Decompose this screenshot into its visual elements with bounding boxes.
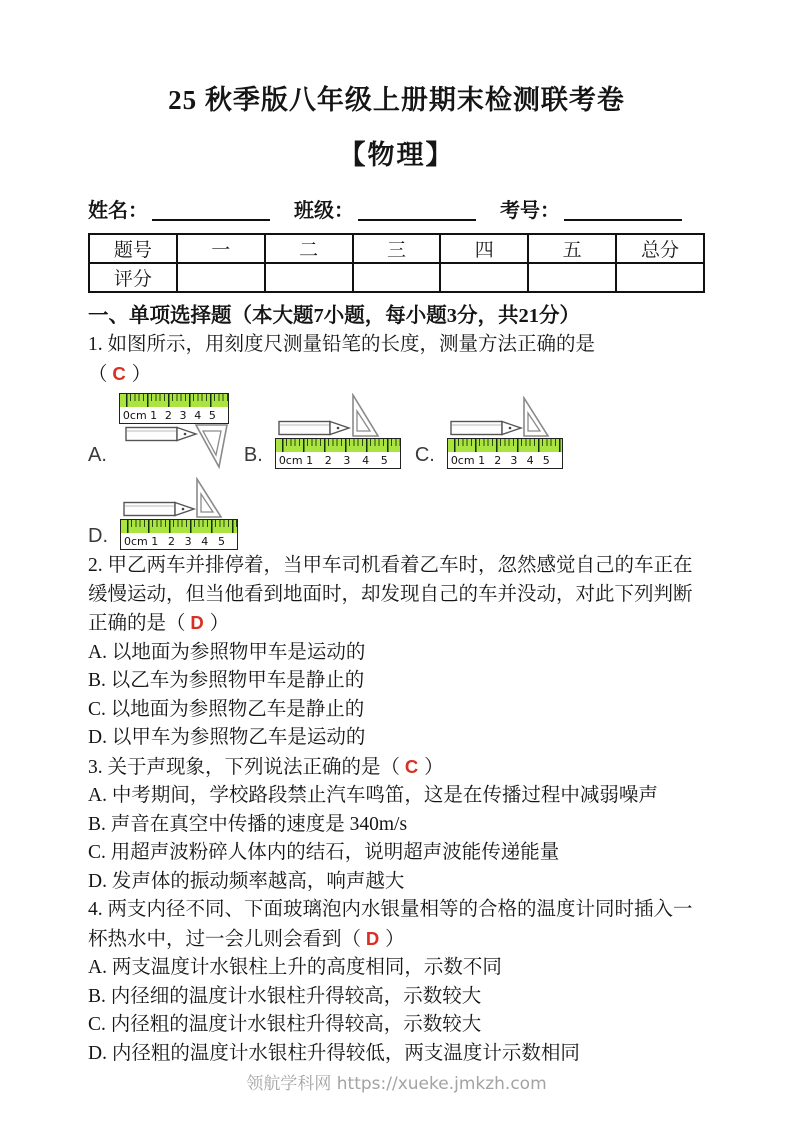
figure-label-b: B. (243, 444, 263, 466)
answer-close-paren: ） (419, 756, 444, 778)
student-info-line (88, 194, 705, 223)
score-empty-cell (616, 263, 704, 292)
score-empty-cell (440, 263, 528, 292)
score-empty-cell (265, 263, 353, 292)
question-4-option-b: B. 内径细的温度计水银柱升得较高，示数较大 (88, 985, 482, 1007)
question-3-option-d: D. 发声体的振动频率越高，响声越大 (88, 870, 405, 892)
name-blank[interactable] (152, 197, 270, 221)
ruler-scale: 0cm 1 2 3 4 5 (124, 535, 225, 548)
pencil-icon (450, 418, 524, 438)
score-table (88, 233, 705, 293)
question-2-option-b: B. 以乙车为参照物甲车是静止的 (88, 670, 365, 691)
ruler (275, 438, 401, 469)
footer-watermark: 领航学科网 https://xueke.jmkzh.com (246, 1074, 547, 1094)
figure-label-d: D. (88, 525, 108, 547)
figure-label-a: A. (88, 444, 107, 466)
answer-open-paren: （ (88, 363, 113, 385)
score-empty-cell (528, 263, 616, 292)
question-3-option-c: C. 用超声波粉碎人体内的结石，说明超声波能传递能量 (88, 842, 560, 863)
name-label: 姓名： (88, 200, 148, 222)
set-square-icon (517, 396, 551, 438)
set-square-icon (190, 477, 224, 519)
figure-a-objects (119, 424, 230, 469)
question-2-option-d: D. 以甲车为参照物乙车是运动的 (88, 727, 366, 748)
question-2-stem (88, 552, 705, 639)
score-table-header-row (89, 234, 704, 263)
ruler (119, 393, 229, 424)
ruler-scale: 0cm 1 2 3 4 5 (278, 454, 388, 467)
question-3-text: 3. 关于声现象，下列说法正确的是（ (88, 756, 405, 778)
ruler-tick-band (120, 394, 228, 407)
class-blank[interactable] (358, 197, 476, 221)
question-1-stem (88, 331, 705, 360)
answer-close-paren: ） (380, 928, 405, 950)
ruler-scale: 0cm 1 2 3 4 5 (122, 409, 216, 422)
score-empty-cell (353, 263, 441, 292)
score-header-cell: 题号 (89, 234, 177, 263)
question-3-option-a: A. 中考期间，学校路段禁止汽车鸣笛，这是在传播过程中减弱噪声 (88, 785, 658, 806)
question-2-option-c: C. 以地面为参照物乙车是静止的 (88, 698, 365, 720)
figure-label-c: C. (414, 444, 435, 466)
ruler-tick-band (448, 439, 562, 452)
exam-no-label: 考号： (500, 200, 560, 222)
exam-no-blank[interactable] (564, 197, 682, 221)
figure-row-2 (88, 475, 705, 550)
ruler (120, 519, 238, 550)
question-4-option-a: A. 两支温度计水银柱上升的高度相同，示数不同 (88, 957, 502, 978)
page-title: 25 秋季版八年级上册期末检测联考卷 (168, 85, 625, 115)
score-header-cell: 三 (353, 234, 441, 263)
figure-c-objects (447, 394, 563, 438)
ruler-scale: 0cm 1 2 3 4 5 (450, 454, 550, 467)
score-header-cell: 五 (528, 234, 616, 263)
score-header-cell: 二 (265, 234, 353, 263)
answer-letter-q4: D (365, 927, 381, 949)
question-2-text: 2. 甲乙两车并排停着，当甲车司机看着乙车时，忽然感觉自己的车正在缓慢运动，但当他看到地面时，却发现自己的车并没动，对此下列判断正确的是（ (88, 555, 693, 634)
page-subtitle: 【物理】 (338, 140, 455, 170)
section-heading: 一、单项选择题（本大题7小题，每小题3分，共21分） (88, 305, 580, 327)
score-empty-cell (177, 263, 265, 292)
question-3-stem (88, 753, 705, 783)
pencil-icon (123, 499, 197, 519)
answer-letter-q1: C (112, 362, 127, 384)
question-4-stem (88, 896, 705, 954)
question-2-option-a: A. 以地面为参照物甲车是运动的 (88, 641, 366, 663)
ruler-tick-band (121, 520, 237, 533)
figure-d (120, 475, 238, 550)
answer-letter-q2: D (190, 612, 205, 633)
question-4-option-c: C. 内径粗的温度计水银柱升得较高，示数较大 (88, 1014, 482, 1035)
score-header-cell: 一 (177, 234, 265, 263)
figure-b (275, 392, 401, 469)
question-4-option-d: D. 内径粗的温度计水银柱升得较低，两支温度计示数相同 (88, 1042, 580, 1064)
set-square-icon (345, 393, 381, 438)
score-header-cell: 四 (440, 234, 528, 263)
score-table-score-row (89, 263, 704, 292)
question-4-text: 4. 两支内径不同、下面玻璃泡内水银量相等的合格的温度计同时插入一杯热水中，过一会儿则会看到（ (88, 899, 693, 950)
answer-close-paren: ） (204, 613, 230, 634)
question-1-text: 1. 如图所示，用刻度尺测量铅笔的长度，测量方法正确的是 (88, 334, 596, 355)
set-square-icon (194, 423, 230, 469)
ruler-tick-band (276, 439, 400, 452)
pencil-icon (278, 418, 352, 438)
figure-b-objects (275, 392, 401, 438)
question-1-figures (88, 392, 705, 550)
question-1-answer-line (88, 360, 705, 390)
figure-c (447, 394, 563, 469)
answer-letter-q3: C (404, 755, 420, 777)
score-header-cell: 总分 (616, 234, 704, 263)
ruler (447, 438, 563, 469)
question-3-option-b: B. 声音在真空中传播的速度是 340m/s (88, 813, 408, 835)
figure-a (119, 393, 230, 469)
answer-close-paren: ） (126, 363, 152, 385)
class-label: 班级： (294, 200, 354, 222)
score-row-label: 评分 (89, 263, 177, 292)
figure-d-objects (120, 475, 238, 519)
pencil-icon (125, 424, 199, 444)
figure-row-1 (88, 392, 705, 469)
